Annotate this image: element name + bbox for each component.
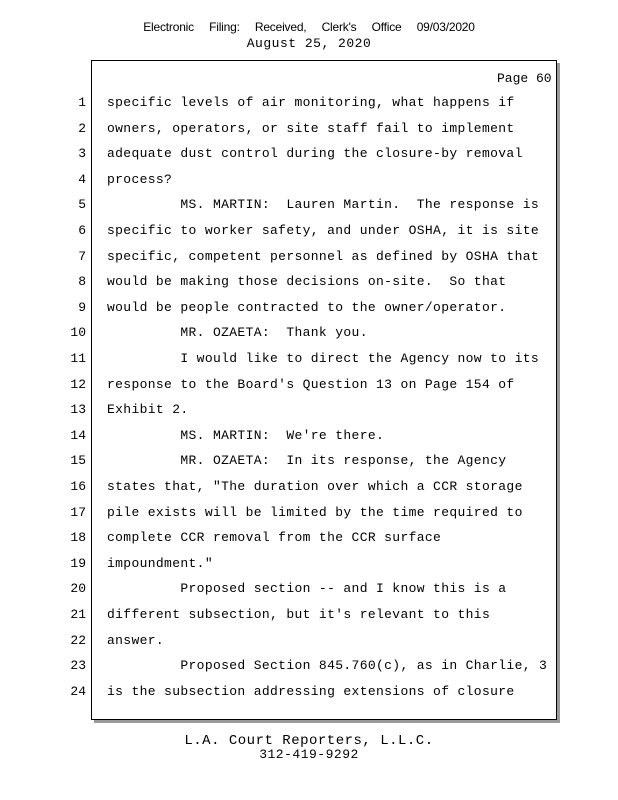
- transcript-line: would be making those decisions on-site. So that: [107, 274, 507, 289]
- line-number: 13: [70, 402, 86, 417]
- line-number: 22: [70, 633, 86, 648]
- transcript-line: would be people contracted to the owner/operator.: [107, 300, 507, 315]
- filing-stamp-date: 09/03/2020: [416, 20, 475, 34]
- line-number: 19: [70, 556, 86, 571]
- filing-stamp-word: Received,: [254, 20, 307, 34]
- transcript-line: MR. OZAETA: In its response, the Agency: [107, 453, 507, 468]
- line-number: 17: [70, 505, 86, 520]
- transcript-line: answer.: [107, 633, 165, 648]
- line-number: 4: [78, 172, 86, 187]
- transcript-line: I would like to direct the Agency now to its: [107, 351, 540, 366]
- line-number: 12: [70, 377, 86, 392]
- transcript-line: complete CCR removal from the CCR surface: [107, 530, 442, 545]
- line-number: 15: [70, 453, 86, 468]
- line-number: 8: [78, 274, 86, 289]
- filing-stamp: [0, 20, 618, 34]
- transcript-line: adequate dust control during the closure-by removal: [107, 146, 523, 161]
- transcript-line: Proposed section -- and I know this is a: [107, 581, 507, 596]
- transcript-line: different subsection, but it's relevant to this: [107, 607, 491, 622]
- transcript-line: is the subsection addressing extensions of closure: [107, 684, 515, 699]
- line-number: 3: [78, 146, 86, 161]
- transcript-line: process?: [107, 172, 173, 187]
- line-number: 20: [70, 581, 86, 596]
- transcript-line: Proposed Section 845.760(c), as in Charlie, 3: [107, 658, 548, 673]
- filing-stamp-word: Clerk's: [321, 20, 357, 34]
- line-number: 6: [78, 223, 86, 238]
- transcript-line: impoundment.": [107, 556, 213, 571]
- transcript-line: Exhibit 2.: [107, 402, 189, 417]
- line-number: 7: [78, 249, 86, 264]
- transcript-line: specific levels of air monitoring, what happens if: [107, 95, 515, 110]
- line-number: 23: [70, 658, 86, 673]
- court-reporter-name: L.A. Court Reporters, L.L.C.: [184, 733, 434, 749]
- court-reporter-phone: 312-419-9292: [259, 747, 359, 762]
- transcript-line: pile exists will be limited by the time required to: [107, 505, 523, 520]
- line-number: 14: [70, 428, 86, 443]
- line-number: 2: [78, 121, 86, 136]
- transcript-line: MR. OZAETA: Thank you.: [107, 325, 368, 340]
- transcript-line: response to the Board's Question 13 on Page 154 of: [107, 377, 515, 392]
- transcript-line: specific, competent personnel as defined by OSHA that: [107, 249, 540, 264]
- transcript-line: specific to worker safety, and under OSHA, it is site: [107, 223, 540, 238]
- line-number: 1: [78, 95, 86, 110]
- line-number: 5: [78, 197, 86, 212]
- line-number: 10: [70, 325, 86, 340]
- transcript-line: MS. MARTIN: We're there.: [107, 428, 385, 443]
- hearing-date: August 25, 2020: [246, 36, 372, 51]
- line-number: 21: [70, 607, 86, 622]
- transcript-line: MS. MARTIN: Lauren Martin. The response is: [107, 197, 540, 212]
- line-number: 24: [70, 684, 86, 699]
- page-number: Page 60: [497, 71, 552, 86]
- filing-stamp-word: Office: [371, 20, 402, 34]
- filing-stamp-word: Electronic: [143, 20, 194, 34]
- transcript-line: owners, operators, or site staff fail to implement: [107, 121, 515, 136]
- line-number: 16: [70, 479, 86, 494]
- line-number: 9: [78, 300, 86, 315]
- line-number: 11: [70, 351, 86, 366]
- transcript-line: states that, "The duration over which a CCR storage: [107, 479, 523, 494]
- filing-stamp-word: Filing:: [209, 20, 240, 34]
- line-number: 18: [70, 530, 86, 545]
